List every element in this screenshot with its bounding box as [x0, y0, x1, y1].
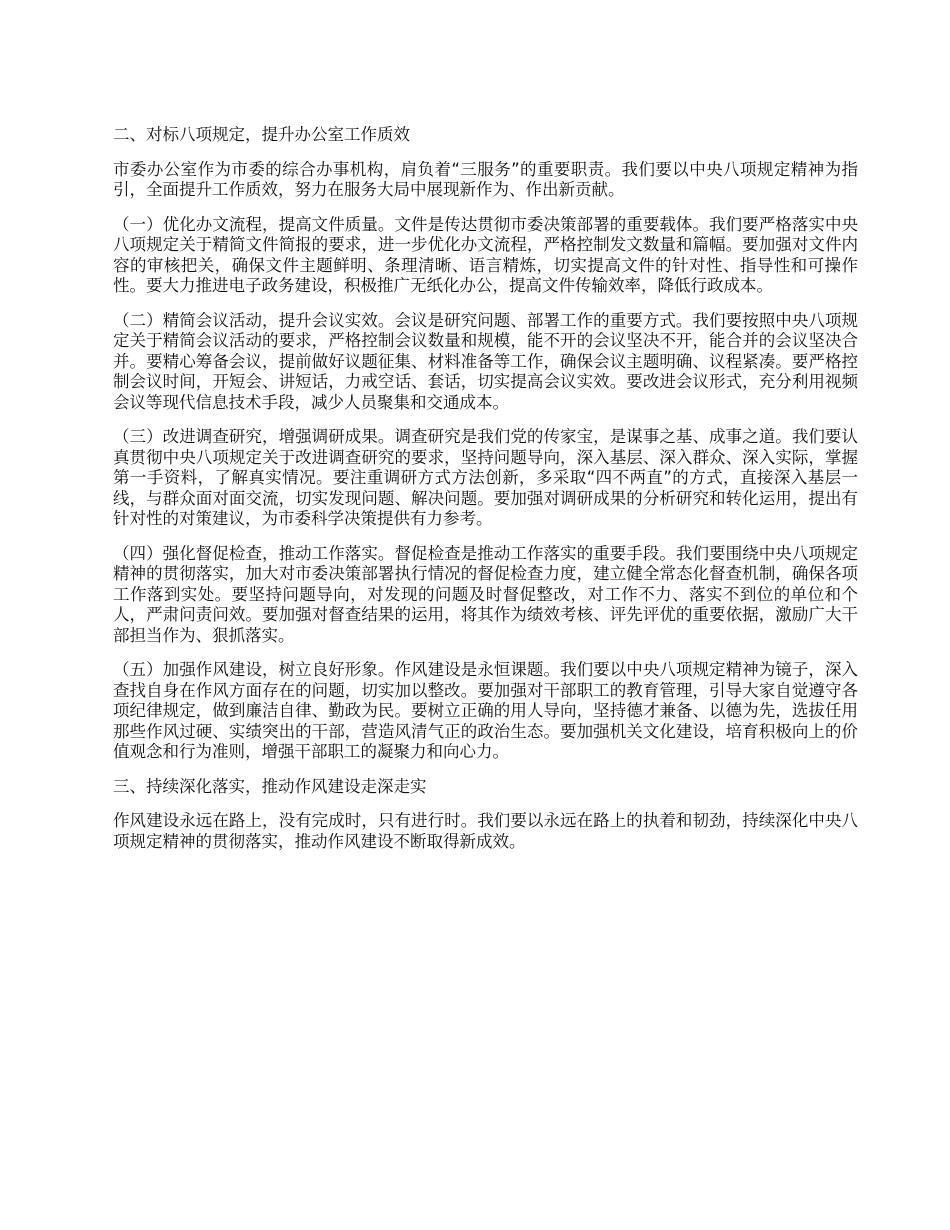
paragraph-optimize-documents: （一）优化办文流程，提高文件质量。文件是传达贯彻市委决策部署的重要载体。我们要严格落实中央八项规定关于精简文件简报的要求，进一步优化办文流程，严格控制发文数量和篇幅。要加强对文件内容的审核把关，确保文件主题鲜明、条理清晰、语言精炼，切实提高文件的针对性、指导性和可操作性。要大力推进电子政务建设，积极推广无纸化办公，提高文件传输效率，降低行政成本。: [113, 214, 858, 295]
paragraph-supervision: （四）强化督促检查，推动工作落实。督促检查是推动工作落实的重要手段。我们要围绕中央八项规定精神的贯彻落实，加大对市委决策部署执行情况的督促检查力度，建立健全常态化督查机制，确保各项工作落到实处。要坚持问题导向，对发现的问题及时督促整改，对工作不力、落实不到位的单位和个人，严肃问责问效。要加强对督查结果的运用，将其作为绩效考核、评先评优的重要依据，激励广大干部担当作为、狠抓落实。: [113, 543, 858, 645]
paragraph-streamline-meetings: （二）精简会议活动，提升会议实效。会议是研究问题、部署工作的重要方式。我们要按照中央八项规定关于精简会议活动的要求，严格控制会议数量和规模，能不开的会议坚决不开，能合并的会议坚决合并。要精心筹备会议，提前做好议题征集、材料准备等工作，确保会议主题明确、议程紧凑。要严格控制会议时间，开短会、讲短话，力戒空话、套话，切实提高会议实效。要改进会议形式，充分利用视频会议等现代信息技术手段，减少人员聚集和交通成本。: [113, 310, 858, 412]
intro-paragraph-2: 市委办公室作为市委的综合办事机构，肩负着“三服务”的重要职责。我们要以中央八项规定精神为指引，全面提升工作质效，努力在服务大局中展现新作为、作出新贡献。: [113, 159, 858, 199]
intro-paragraph-3: 作风建设永远在路上，没有完成时，只有进行时。我们要以永远在路上的执着和韧劲，持续深化中央八项规定精神的贯彻落实，推动作风建设不断取得新成效。: [113, 811, 858, 851]
document-page: [113, 125, 858, 866]
paragraph-work-style: （五）加强作风建设，树立良好形象。作风建设是永恒课题。我们要以中央八项规定精神为镜子，深入查找自身在作风方面存在的问题，切实加以整改。要加强对干部职工的教育管理，引导大家自觉遵守各项纪律规定，做到廉洁自律、勤政为民。要树立正确的用人导向，坚持德才兼备、以德为先，选拔任用那些作风过硬、实绩突出的干部，营造风清气正的政治生态。要加强机关文化建设，培育积极向上的价值观念和行为准则，增强干部职工的凝聚力和向心力。: [113, 660, 858, 761]
paragraph-improve-research: （三）改进调查研究，增强调研成果。调查研究是我们党的传家宝，是谋事之基、成事之道。我们要认真贯彻中央八项规定关于改进调查研究的要求，坚持问题导向，深入基层、深入群众、深入实际，掌握第一手资料，了解真实情况。要注重调研方式方法创新，多采取“四不两直”的方式，直接深入基层一线，与群众面对面交流，切实发现问题、解决问题。要加强对调研成果的分析研究和转化运用，提出有针对性的对策建议，为市委科学决策提供有力参考。: [113, 427, 858, 528]
section-heading-3: 三、持续深化落实，推动作风建设走深走实: [113, 776, 427, 796]
section-heading-2: 二、对标八项规定，提升办公室工作质效: [113, 125, 410, 144]
